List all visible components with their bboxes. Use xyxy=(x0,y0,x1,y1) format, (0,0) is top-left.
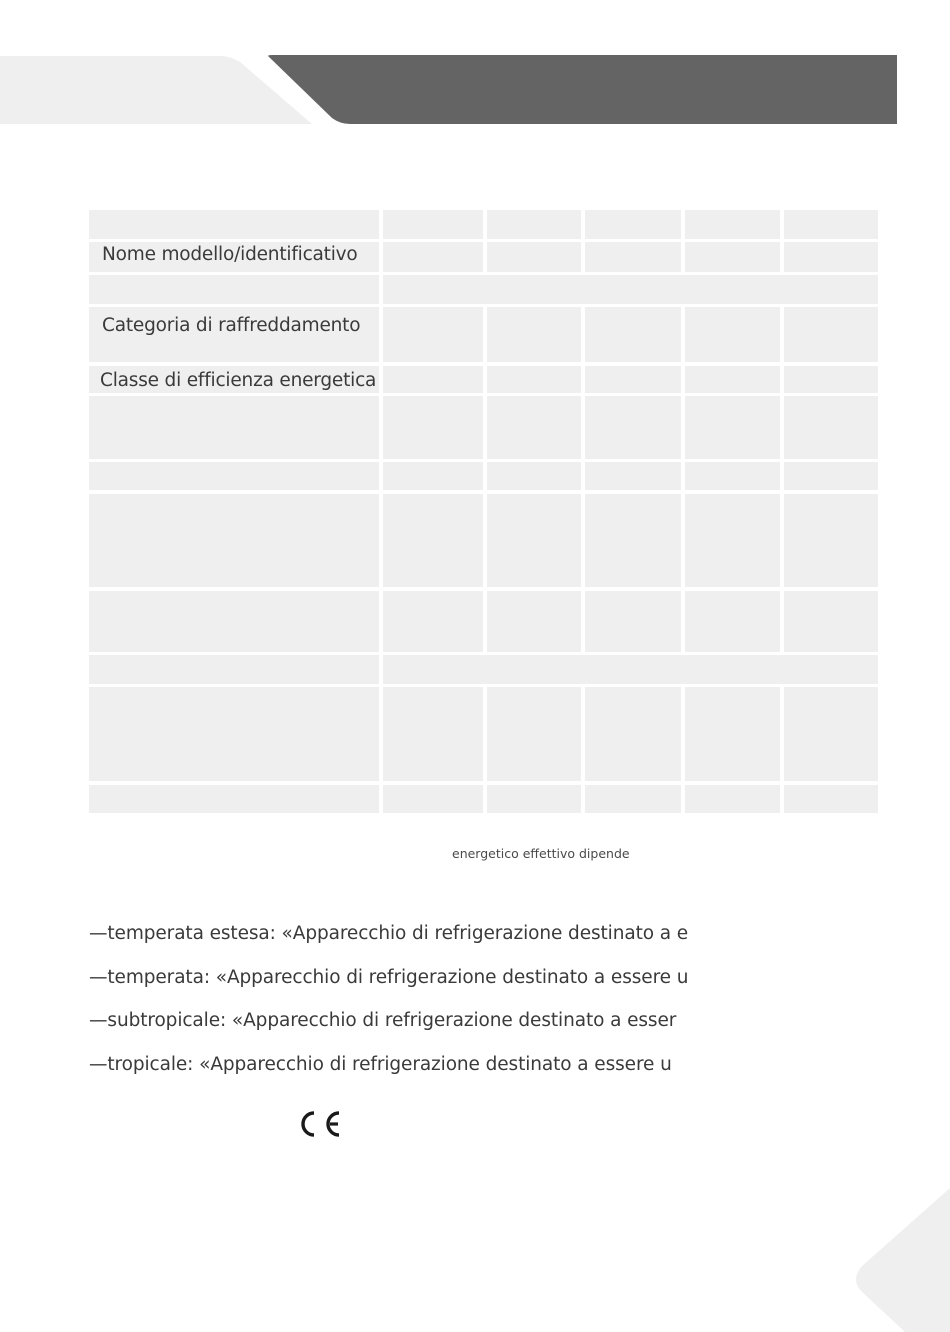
table-cell xyxy=(784,366,878,393)
header-banner-dark-bar xyxy=(268,55,897,124)
header-banner-light-tab xyxy=(0,56,312,124)
table-cell xyxy=(487,366,581,393)
table-cell xyxy=(784,785,878,813)
table-footnote: energetico effettivo dipende xyxy=(452,846,630,861)
table-cell xyxy=(685,307,780,362)
table-cell xyxy=(487,462,581,490)
table-cell xyxy=(585,687,681,781)
table-cell xyxy=(784,307,878,362)
table-cell xyxy=(585,785,681,813)
table-cell xyxy=(383,785,483,813)
table-cell xyxy=(685,462,780,490)
table-cell xyxy=(89,275,379,304)
table-cell xyxy=(585,494,681,587)
table-cell xyxy=(487,785,581,813)
table-cell xyxy=(784,494,878,587)
table-cell xyxy=(89,210,379,239)
table-cell xyxy=(585,591,681,652)
table-cell xyxy=(784,687,878,781)
table-cell xyxy=(685,494,780,587)
table-cell xyxy=(685,210,780,239)
table-cell xyxy=(487,242,581,272)
table-cell xyxy=(383,366,483,393)
row-label-energy-class: Classe di efficienza energetica xyxy=(100,370,377,391)
table-cell xyxy=(383,242,483,272)
table-cell xyxy=(487,307,581,362)
table-cell xyxy=(383,275,878,304)
table-cell xyxy=(487,494,581,587)
spec-table xyxy=(89,210,878,813)
climate-class-temperate: —temperata: «Apparecchio di refrigerazione destinato a essere u xyxy=(89,967,689,988)
header-banner xyxy=(0,0,950,130)
table-cell xyxy=(585,366,681,393)
table-cell xyxy=(383,494,483,587)
climate-class-subtropical: —subtropicale: «Apparecchio di refrigerazione destinato a esser xyxy=(89,1010,677,1031)
table-cell xyxy=(89,396,379,459)
table-cell xyxy=(685,591,780,652)
climate-class-extended-temperate: —temperata estesa: «Apparecchio di refrigerazione destinato a e xyxy=(89,923,689,944)
table-cell xyxy=(487,396,581,459)
table-cell xyxy=(89,591,379,652)
ce-mark-logo xyxy=(301,1110,341,1138)
table-cell xyxy=(89,462,379,490)
table-cell xyxy=(585,210,681,239)
table-cell xyxy=(487,591,581,652)
table-cell xyxy=(383,687,483,781)
table-cell xyxy=(487,210,581,239)
table-cell xyxy=(784,396,878,459)
table-cell xyxy=(784,462,878,490)
table-cell xyxy=(89,655,379,684)
table-cell xyxy=(89,687,379,781)
climate-class-tropical: —tropicale: «Apparecchio di refrigerazione destinato a essere u xyxy=(89,1054,672,1075)
table-cell xyxy=(383,655,878,684)
table-cell xyxy=(585,307,681,362)
table-cell xyxy=(685,785,780,813)
table-cell xyxy=(383,396,483,459)
table-cell xyxy=(383,210,483,239)
table-cell xyxy=(784,591,878,652)
table-cell xyxy=(383,462,483,490)
table-cell xyxy=(89,494,379,587)
table-cell xyxy=(685,687,780,781)
table-cell xyxy=(685,242,780,272)
row-label-cooling-category: Categoria di raffreddamento xyxy=(102,315,361,336)
table-cell xyxy=(383,591,483,652)
table-cell xyxy=(487,687,581,781)
table-cell xyxy=(784,242,878,272)
table-cell xyxy=(784,210,878,239)
table-cell xyxy=(585,396,681,459)
table-cell xyxy=(383,307,483,362)
table-cell xyxy=(585,242,681,272)
table-cell xyxy=(89,785,379,813)
row-label-model-name: Nome modello/identificativo xyxy=(102,244,358,265)
table-cell xyxy=(685,366,780,393)
table-cell xyxy=(685,396,780,459)
table-cell xyxy=(585,462,681,490)
